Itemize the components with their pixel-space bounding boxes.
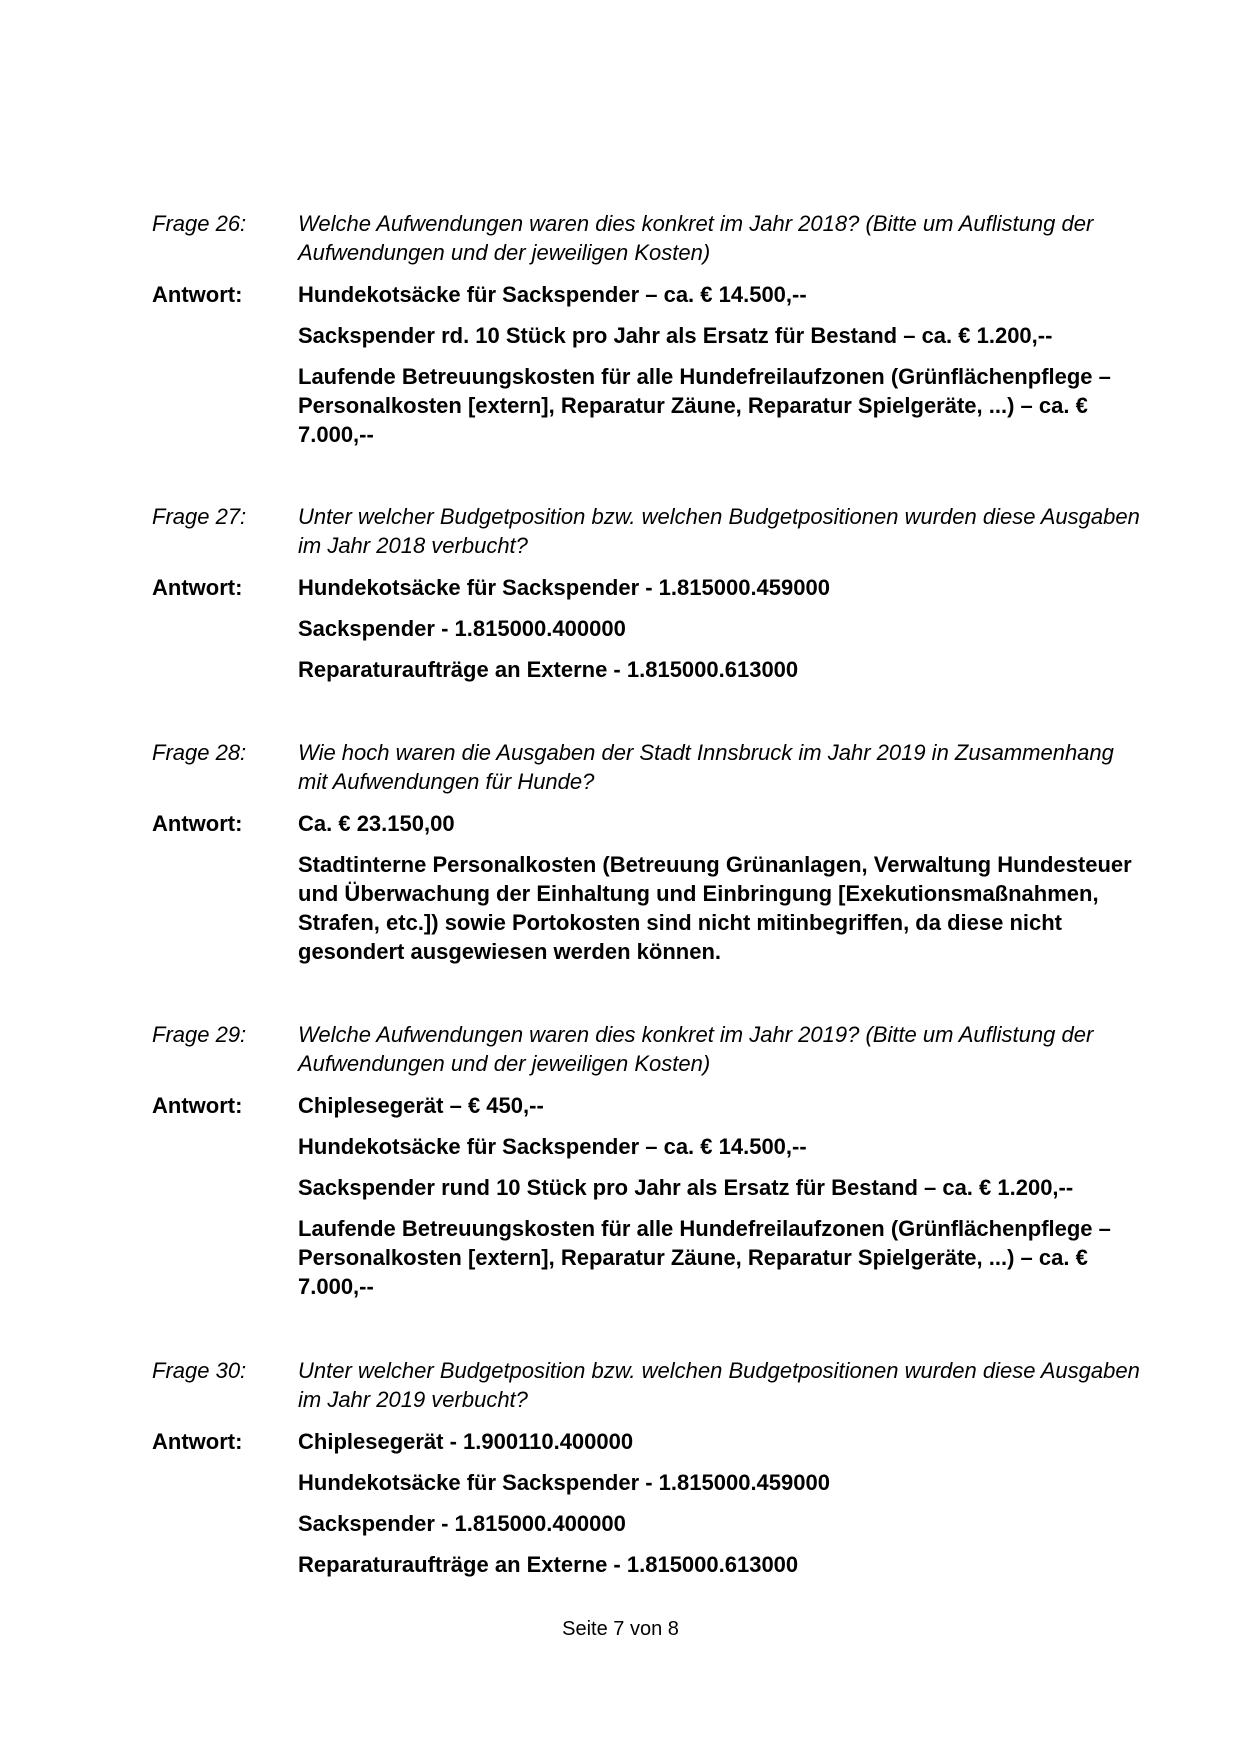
answer-item: Hundekotsäcke für Sackspender – ca. € 14.500,-- [298,282,807,307]
answer-row [152,1427,1142,1579]
qa-block-28 [152,738,1142,966]
answer-item: Sackspender rd. 10 Stück pro Jahr als Ersatz für Bestand – ca. € 1.200,-- [298,323,1053,348]
answer-item: Reparaturaufträge an Externe - 1.815000.613000 [298,1552,799,1577]
answer-content [298,809,1142,966]
answer-content [298,1091,1142,1301]
answer-row [152,573,1142,684]
answer-label: Antwort: [152,811,243,836]
question-text: Welche Aufwendungen waren dies konkret im Jahr 2019? (Bitte um Auflistung der Aufwendungen und der jeweiligen Kosten) [298,1022,1094,1076]
answer-item: Sackspender rund 10 Stück pro Jahr als Ersatz für Bestand – ca. € 1.200,-- [298,1175,1074,1200]
answer-row [152,280,1142,449]
question-text: Wie hoch waren die Ausgaben der Stadt Innsbruck im Jahr 2019 in Zusammenhang mit Aufwendungen für Hunde? [298,740,1114,794]
answer-item: Chiplesegerät - 1.900110.400000 [298,1429,634,1454]
question-row [152,1356,1142,1414]
answer-item: Chiplesegerät – € 450,-- [298,1093,544,1118]
answer-content [298,1427,1142,1579]
qa-block-27 [152,502,1142,684]
answer-item: Ca. € 23.150,00 [298,811,455,836]
question-label: Frage 26: [152,211,247,236]
answer-item: Hundekotsäcke für Sackspender - 1.815000.459000 [298,1470,830,1495]
qa-block-26 [152,209,1142,449]
qa-block-30 [152,1356,1142,1579]
answer-item: Hundekotsäcke für Sackspender – ca. € 14.500,-- [298,1134,807,1159]
question-row [152,1020,1142,1078]
answer-content [298,573,1142,684]
answer-item: Laufende Betreuungskosten für alle Hundefreilaufzonen (Grünflächenpflege – Personalkosten [extern], Reparatur Zäune, Reparatur Spielgeräte, ...) – ca. € 7.000,-- [298,1216,1111,1299]
question-row [152,502,1142,560]
question-text: Unter welcher Budgetposition bzw. welchen Budgetpositionen wurden diese Ausgaben im Jahr 2018 verbucht? [298,504,1140,558]
answer-item: Sackspender - 1.815000.400000 [298,616,626,641]
answer-item: Hundekotsäcke für Sackspender - 1.815000.459000 [298,575,830,600]
answer-label: Antwort: [152,1429,243,1454]
answer-label: Antwort: [152,282,243,307]
answer-label: Antwort: [152,1093,243,1118]
answer-label: Antwort: [152,575,243,600]
question-label: Frage 28: [152,740,247,765]
answer-row [152,809,1142,966]
question-label: Frage 30: [152,1358,247,1383]
question-row [152,738,1142,796]
page-number: Seite 7 von 8 [562,1618,679,1640]
question-label: Frage 27: [152,504,247,529]
answer-row [152,1091,1142,1301]
question-text: Unter welcher Budgetposition bzw. welchen Budgetpositionen wurden diese Ausgaben im Jahr 2019 verbucht? [298,1358,1140,1412]
question-text: Welche Aufwendungen waren dies konkret im Jahr 2018? (Bitte um Auflistung der Aufwendungen und der jeweiligen Kosten) [298,211,1094,265]
answer-content [298,280,1142,449]
answer-item: Laufende Betreuungskosten für alle Hundefreilaufzonen (Grünflächenpflege – Personalkosten [extern], Reparatur Zäune, Reparatur Spielgeräte, ...) – ca. € 7.000,-- [298,364,1111,447]
answer-item: Reparaturaufträge an Externe - 1.815000.613000 [298,657,799,682]
qa-block-29 [152,1020,1142,1301]
answer-item: Stadtinterne Personalkosten (Betreuung Grünanlagen, Verwaltung Hundesteuer und Überwachung der Einhaltung und Einbringung [Exekutionsmaßnahmen, Strafen, etc.]) sowie Portokosten sind nicht mitinbegriffen, da diese nicht gesondert ausgewiesen werden können. [298,852,1132,964]
question-row [152,209,1142,267]
question-label: Frage 29: [152,1022,247,1047]
answer-item: Sackspender - 1.815000.400000 [298,1511,626,1536]
